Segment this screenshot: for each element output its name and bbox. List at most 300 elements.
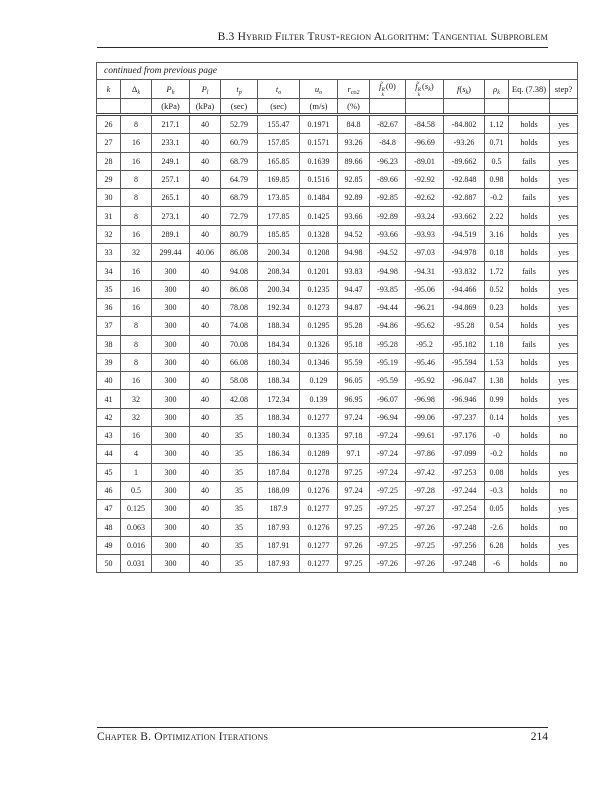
- table-cell: 177.85: [258, 207, 300, 225]
- table-cell: 8: [121, 317, 152, 335]
- table-cell: -96.946: [444, 390, 485, 408]
- table-cell: yes: [550, 244, 578, 262]
- table-cell: 96.05: [338, 372, 370, 390]
- table-row: [97, 134, 578, 152]
- table-cell: 16: [121, 298, 152, 316]
- table-row: [97, 427, 578, 445]
- table-cell: 3.16: [485, 225, 509, 243]
- table-row: [97, 518, 578, 536]
- table-cell: holds: [509, 372, 550, 390]
- column-header-t-o: $t_o$: [258, 80, 300, 99]
- table-cell: 187.84: [258, 463, 300, 481]
- table-cell: -97.244: [444, 481, 485, 499]
- table-cell: 8: [121, 189, 152, 207]
- table-cell: 43: [97, 427, 121, 445]
- table-row: [97, 353, 578, 371]
- table-cell: 35: [221, 518, 258, 536]
- table-cell: 0.1335: [300, 427, 338, 445]
- table-cell: 257.1: [152, 170, 190, 188]
- table-cell: 44: [97, 445, 121, 463]
- table-cell: -94.98: [370, 262, 406, 280]
- table-cell: 40: [190, 445, 221, 463]
- table-cell: -97.26: [406, 518, 444, 536]
- table-cell: yes: [550, 262, 578, 280]
- table-cell: 0.1201: [300, 262, 338, 280]
- table-cell: -95.06: [406, 280, 444, 298]
- table-cell: 95.59: [338, 353, 370, 371]
- table-cell: holds: [509, 408, 550, 426]
- table-cell: 16: [121, 225, 152, 243]
- table-cell: -94.31: [406, 262, 444, 280]
- table-cell: 0.23: [485, 298, 509, 316]
- table-cell: -97.248: [444, 555, 485, 573]
- table-cell: 192.34: [258, 298, 300, 316]
- table-cell: 94.52: [338, 225, 370, 243]
- column-header-row: [97, 80, 578, 99]
- table-cell: 92.85: [338, 170, 370, 188]
- table-cell: 0.99: [485, 390, 509, 408]
- table-cell: 70.08: [221, 335, 258, 353]
- table-cell: 40: [97, 372, 121, 390]
- table-cell: 96.95: [338, 390, 370, 408]
- table-cell: 184.34: [258, 335, 300, 353]
- table-cell: 42: [97, 408, 121, 426]
- table-cell: 0.5: [485, 152, 509, 170]
- table-cell: 32: [97, 225, 121, 243]
- table-cell: 0.1277: [300, 555, 338, 573]
- table-cell: 0.1277: [300, 536, 338, 554]
- table-cell: 300: [152, 536, 190, 554]
- table-cell: -95.28: [370, 335, 406, 353]
- table-cell: yes: [550, 335, 578, 353]
- table-cell: 42.08: [221, 390, 258, 408]
- table-cell: fails: [509, 189, 550, 207]
- table-cell: 16: [121, 134, 152, 152]
- unit-cell: (%): [338, 99, 370, 115]
- table-cell: -92.887: [444, 189, 485, 207]
- table-cell: 40: [190, 390, 221, 408]
- table-cell: -92.848: [444, 170, 485, 188]
- table-cell: yes: [550, 408, 578, 426]
- unit-cell: (sec): [258, 99, 300, 115]
- table-cell: -84.8: [370, 134, 406, 152]
- table-cell: 0.1289: [300, 445, 338, 463]
- table-cell: 32: [121, 408, 152, 426]
- table-cell: yes: [550, 152, 578, 170]
- unit-cell: [406, 99, 444, 115]
- table-row: [97, 500, 578, 518]
- table-cell: 49: [97, 536, 121, 554]
- table-cell: 0.1346: [300, 353, 338, 371]
- iteration-table: [96, 62, 578, 573]
- table-cell: -92.92: [406, 170, 444, 188]
- table-cell: -95.2: [406, 335, 444, 353]
- table-cell: 300: [152, 317, 190, 335]
- column-header-f-sk: $f(s_k)$: [444, 80, 485, 99]
- table-cell: 80.79: [221, 225, 258, 243]
- table-cell: 28: [97, 152, 121, 170]
- table-cell: -0.3: [485, 481, 509, 499]
- table-cell: 40: [190, 170, 221, 188]
- column-header-ftilde-k-sk: f̃ R k $(s_k)$: [406, 80, 444, 99]
- unit-cell: [509, 99, 550, 115]
- table-cell: 0.14: [485, 408, 509, 426]
- table-cell: -92.89: [370, 207, 406, 225]
- table-cell: 40: [190, 427, 221, 445]
- header-rule: [97, 47, 548, 48]
- table-cell: 40: [190, 280, 221, 298]
- table-cell: 1.72: [485, 262, 509, 280]
- table-cell: -95.182: [444, 335, 485, 353]
- table-cell: 300: [152, 372, 190, 390]
- table-cell: -97.26: [406, 555, 444, 573]
- table-cell: -95.59: [370, 372, 406, 390]
- table-cell: 0.1639: [300, 152, 338, 170]
- table-cell: holds: [509, 500, 550, 518]
- table-row: [97, 445, 578, 463]
- table-cell: 188.34: [258, 372, 300, 390]
- table-cell: 299.44: [152, 244, 190, 262]
- table-cell: -93.662: [444, 207, 485, 225]
- table-cell: no: [550, 555, 578, 573]
- table-cell: 169.85: [258, 170, 300, 188]
- table-cell: 40: [190, 298, 221, 316]
- table-cell: -97.253: [444, 463, 485, 481]
- table-cell: -93.24: [406, 207, 444, 225]
- table-cell: no: [550, 518, 578, 536]
- table-cell: 86.08: [221, 280, 258, 298]
- table-cell: 1.12: [485, 115, 509, 134]
- table-cell: 1.38: [485, 372, 509, 390]
- table-cell: -96.047: [444, 372, 485, 390]
- table-row: [97, 463, 578, 481]
- table-cell: -95.62: [406, 317, 444, 335]
- running-footer: [97, 731, 548, 743]
- table-cell: 0.1484: [300, 189, 338, 207]
- table-cell: 265.1: [152, 189, 190, 207]
- table-body: [97, 115, 578, 573]
- table-cell: holds: [509, 298, 550, 316]
- table-cell: 40: [190, 115, 221, 134]
- table-cell: holds: [509, 170, 550, 188]
- table-cell: -95.594: [444, 353, 485, 371]
- table-cell: yes: [550, 372, 578, 390]
- table-cell: 0.52: [485, 280, 509, 298]
- table-cell: -6: [485, 555, 509, 573]
- table-cell: 0.71: [485, 134, 509, 152]
- units-row: [97, 99, 578, 115]
- table-cell: 16: [121, 262, 152, 280]
- table-cell: 0.1277: [300, 500, 338, 518]
- table-row: [97, 317, 578, 335]
- table-cell: holds: [509, 225, 550, 243]
- table-cell: -93.26: [444, 134, 485, 152]
- table-cell: -93.93: [406, 225, 444, 243]
- table-row: [97, 481, 578, 499]
- table-row: [97, 536, 578, 554]
- table-cell: 1.18: [485, 335, 509, 353]
- continued-label: continued from previous page: [97, 63, 578, 80]
- table-cell: yes: [550, 463, 578, 481]
- table-cell: fails: [509, 152, 550, 170]
- table-cell: 300: [152, 262, 190, 280]
- continued-row: [97, 63, 578, 80]
- table-cell: 33: [97, 244, 121, 262]
- table-cell: yes: [550, 390, 578, 408]
- table-cell: holds: [509, 244, 550, 262]
- table-cell: yes: [550, 298, 578, 316]
- unit-cell: [485, 99, 509, 115]
- table-cell: -97.256: [444, 536, 485, 554]
- table-cell: -97.237: [444, 408, 485, 426]
- table-cell: 186.34: [258, 445, 300, 463]
- table-cell: 35: [221, 500, 258, 518]
- table-cell: 40: [190, 207, 221, 225]
- table-cell: yes: [550, 207, 578, 225]
- column-header-u-o: $u_o$: [300, 80, 338, 99]
- table-cell: 188.09: [258, 481, 300, 499]
- table-cell: 86.08: [221, 244, 258, 262]
- table-cell: 300: [152, 280, 190, 298]
- table-cell: -97.25: [370, 518, 406, 536]
- table-cell: 300: [152, 518, 190, 536]
- table-row: [97, 244, 578, 262]
- table-cell: 89.66: [338, 152, 370, 170]
- table-cell: -89.01: [406, 152, 444, 170]
- table-cell: -84.58: [406, 115, 444, 134]
- table-cell: -89.662: [444, 152, 485, 170]
- table-cell: 40: [190, 518, 221, 536]
- table-cell: holds: [509, 207, 550, 225]
- table-cell: -97.25: [370, 481, 406, 499]
- table-cell: 40: [190, 262, 221, 280]
- table-cell: 0.18: [485, 244, 509, 262]
- table-cell: 41: [97, 390, 121, 408]
- unit-cell: [444, 99, 485, 115]
- table-cell: 0.5: [121, 481, 152, 499]
- table-cell: 300: [152, 390, 190, 408]
- table-cell: -97.24: [370, 463, 406, 481]
- unit-cell: [370, 99, 406, 115]
- table-cell: 64.79: [221, 170, 258, 188]
- table-cell: 0.016: [121, 536, 152, 554]
- table-row: [97, 152, 578, 170]
- table-cell: yes: [550, 317, 578, 335]
- table-cell: 93.26: [338, 134, 370, 152]
- table-cell: 68.79: [221, 152, 258, 170]
- table-cell: holds: [509, 445, 550, 463]
- column-header-delta-k: $\Delta_k$: [121, 80, 152, 99]
- table-cell: -94.519: [444, 225, 485, 243]
- table-cell: 94.87: [338, 298, 370, 316]
- table-cell: 84.8: [338, 115, 370, 134]
- table-cell: -89.66: [370, 170, 406, 188]
- table-row: [97, 298, 578, 316]
- table-cell: 273.1: [152, 207, 190, 225]
- table-cell: holds: [509, 280, 550, 298]
- table-cell: -96.21: [406, 298, 444, 316]
- table-cell: 32: [121, 244, 152, 262]
- table-cell: 35: [221, 481, 258, 499]
- table-cell: 35: [221, 463, 258, 481]
- table-cell: 16: [121, 372, 152, 390]
- table-cell: 155.47: [258, 115, 300, 134]
- table-row: [97, 225, 578, 243]
- table-cell: 68.79: [221, 189, 258, 207]
- table-cell: 300: [152, 463, 190, 481]
- table-cell: 97.26: [338, 536, 370, 554]
- table-cell: 200.34: [258, 280, 300, 298]
- table-cell: 97.24: [338, 481, 370, 499]
- table-cell: 4: [121, 445, 152, 463]
- table-cell: 38: [97, 335, 121, 353]
- table-cell: -95.92: [406, 372, 444, 390]
- table-cell: 35: [221, 536, 258, 554]
- table-cell: holds: [509, 536, 550, 554]
- table-cell: 233.1: [152, 134, 190, 152]
- table-cell: 300: [152, 408, 190, 426]
- table-cell: 0.063: [121, 518, 152, 536]
- table-cell: -93.85: [370, 280, 406, 298]
- table-cell: yes: [550, 536, 578, 554]
- table-cell: -97.03: [406, 244, 444, 262]
- table-cell: 45: [97, 463, 121, 481]
- table-cell: -96.94: [370, 408, 406, 426]
- table-row: [97, 390, 578, 408]
- table-cell: 97.25: [338, 555, 370, 573]
- table-cell: 0.1295: [300, 317, 338, 335]
- table-cell: no: [550, 445, 578, 463]
- table-cell: holds: [509, 555, 550, 573]
- table-cell: 40: [190, 372, 221, 390]
- table-cell: 32: [121, 390, 152, 408]
- unit-cell: (sec): [221, 99, 258, 115]
- table-cell: fails: [509, 335, 550, 353]
- table-cell: -97.27: [406, 500, 444, 518]
- table-cell: -99.61: [406, 427, 444, 445]
- table-cell: 0.54: [485, 317, 509, 335]
- unit-cell: [121, 99, 152, 115]
- table-cell: 37: [97, 317, 121, 335]
- table-cell: -97.25: [406, 536, 444, 554]
- table-cell: 66.08: [221, 353, 258, 371]
- table-cell: -94.44: [370, 298, 406, 316]
- table-row: [97, 262, 578, 280]
- table-cell: 35: [221, 427, 258, 445]
- table-cell: 0.08: [485, 463, 509, 481]
- table-row: [97, 372, 578, 390]
- table-cell: 187.91: [258, 536, 300, 554]
- table-cell: -95.19: [370, 353, 406, 371]
- table-cell: 34: [97, 262, 121, 280]
- table-cell: 94.47: [338, 280, 370, 298]
- table-cell: 300: [152, 500, 190, 518]
- table-cell: 8: [121, 335, 152, 353]
- table-cell: 35: [221, 555, 258, 573]
- table-cell: 187.93: [258, 518, 300, 536]
- table-cell: 0.129: [300, 372, 338, 390]
- table-cell: 217.1: [152, 115, 190, 134]
- table-cell: no: [550, 481, 578, 499]
- table-cell: 30: [97, 189, 121, 207]
- table-cell: -99.06: [406, 408, 444, 426]
- table-cell: -97.176: [444, 427, 485, 445]
- table-cell: 92.89: [338, 189, 370, 207]
- table-cell: 78.08: [221, 298, 258, 316]
- table-cell: 36: [97, 298, 121, 316]
- table-cell: 16: [121, 427, 152, 445]
- table-cell: 289.1: [152, 225, 190, 243]
- table-cell: -97.254: [444, 500, 485, 518]
- table-cell: yes: [550, 115, 578, 134]
- table-cell: 300: [152, 427, 190, 445]
- table-cell: -94.52: [370, 244, 406, 262]
- column-header-r-co2: $r_{co2}$: [338, 80, 370, 99]
- table-cell: 188.34: [258, 317, 300, 335]
- table-cell: yes: [550, 134, 578, 152]
- table-cell: holds: [509, 390, 550, 408]
- unit-cell: [97, 99, 121, 115]
- table-cell: -97.24: [370, 427, 406, 445]
- table-cell: 94.98: [338, 244, 370, 262]
- table-cell: 0.98: [485, 170, 509, 188]
- table-cell: 31: [97, 207, 121, 225]
- table-cell: holds: [509, 134, 550, 152]
- table-cell: 40: [190, 463, 221, 481]
- table-cell: yes: [550, 189, 578, 207]
- table-cell: 94.08: [221, 262, 258, 280]
- table-cell: 2.22: [485, 207, 509, 225]
- table-cell: 6.28: [485, 536, 509, 554]
- table-cell: 172.34: [258, 390, 300, 408]
- column-header-step: step?: [550, 80, 578, 99]
- table-cell: 60.79: [221, 134, 258, 152]
- table-cell: 300: [152, 555, 190, 573]
- table-cell: 0.1571: [300, 134, 338, 152]
- table-cell: 180.34: [258, 353, 300, 371]
- table-cell: 0.1235: [300, 280, 338, 298]
- table-cell: 187.93: [258, 555, 300, 573]
- table-cell: 0.1328: [300, 225, 338, 243]
- table-cell: -94.978: [444, 244, 485, 262]
- table-cell: -97.25: [370, 536, 406, 554]
- table-cell: 1: [121, 463, 152, 481]
- table-cell: 185.85: [258, 225, 300, 243]
- table-cell: 200.34: [258, 244, 300, 262]
- column-header-eq-7-38: Eq. (7.38): [509, 80, 550, 99]
- table-row: [97, 280, 578, 298]
- table-cell: 40: [190, 189, 221, 207]
- table-cell: -96.98: [406, 390, 444, 408]
- table-cell: 40: [190, 481, 221, 499]
- table-cell: -96.23: [370, 152, 406, 170]
- table-cell: 58.08: [221, 372, 258, 390]
- column-header-ftilde-k-0: f̃ R k (0): [370, 80, 406, 99]
- table-cell: -92.85: [370, 189, 406, 207]
- table-cell: 72.79: [221, 207, 258, 225]
- table-cell: 0.1425: [300, 207, 338, 225]
- table-cell: -95.46: [406, 353, 444, 371]
- table-cell: -95.28: [444, 317, 485, 335]
- table-cell: 40: [190, 335, 221, 353]
- table-cell: holds: [509, 427, 550, 445]
- table-cell: yes: [550, 353, 578, 371]
- table-cell: 40: [190, 152, 221, 170]
- table-cell: 187.9: [258, 500, 300, 518]
- table-cell: 8: [121, 115, 152, 134]
- table-cell: -97.26: [370, 555, 406, 573]
- table-cell: -96.69: [406, 134, 444, 152]
